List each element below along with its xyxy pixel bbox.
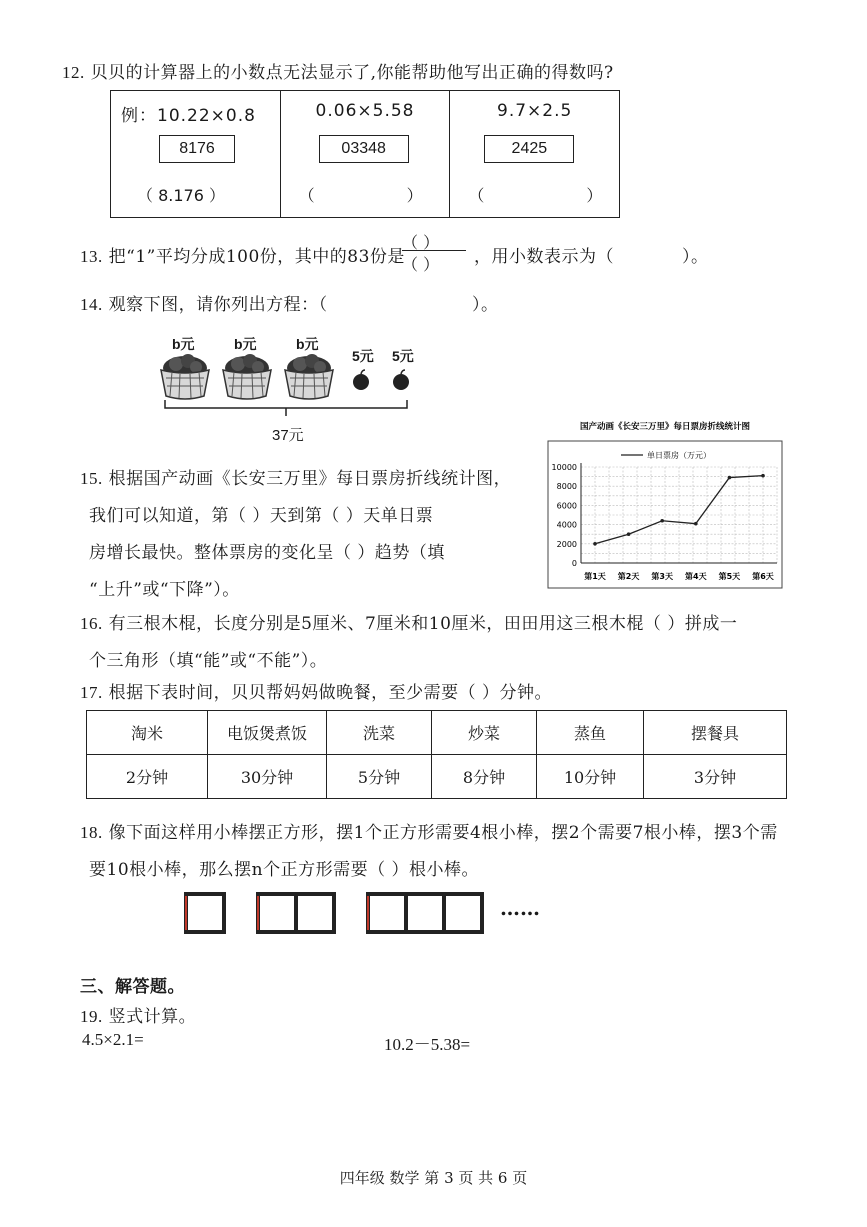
q19-expression-1: 4.5×2.1=: [82, 1030, 144, 1049]
apple-icon: [393, 370, 409, 390]
q19-expression-2: 10.2－5.38=: [384, 1035, 471, 1054]
q17-number: 17.: [80, 683, 103, 702]
stick-square: [296, 894, 334, 932]
apple-price-label: 5元: [352, 348, 374, 364]
calculator-table: [110, 90, 620, 218]
stick-squares-figure: [182, 890, 522, 936]
fraction-bar: [402, 250, 466, 251]
y-tick-label: 8000: [556, 482, 577, 492]
q13-line-3: [682, 242, 709, 267]
table-header-cell: 淘米: [87, 711, 208, 755]
table-cell: 8分钟: [432, 755, 537, 799]
table-header-cell: 洗菜: [327, 711, 432, 755]
cooking-time-table: [86, 710, 787, 799]
x-tick-label: 第1天: [584, 572, 606, 581]
calc-answer: （ 8.176 ）: [137, 186, 225, 205]
q15-line-1: [80, 460, 511, 498]
y-tick-label: 0: [571, 559, 577, 568]
basket-price-label: b元: [172, 336, 195, 352]
fraction-denominator: （ ）: [402, 255, 440, 274]
q16-block: [80, 605, 737, 680]
calc-cell-example: [111, 91, 281, 217]
table-cell: 5分钟: [327, 755, 432, 799]
apple-price-label: 5元: [392, 348, 414, 364]
section-title: 三、解答题。: [80, 977, 185, 997]
q18-number: 18.: [80, 823, 103, 842]
calc-cell-3: [450, 91, 619, 217]
data-point: [728, 476, 732, 480]
page-footer: 四年级 数学 第 3 页 共 6 页: [339, 1169, 528, 1187]
ellipsis: ……: [500, 896, 540, 920]
table-row: [87, 755, 787, 799]
answer-blank-right: ）: [586, 186, 603, 205]
q13-line-2: [474, 242, 614, 267]
q12-number: 12.: [62, 63, 85, 82]
fraction-numerator: （ ）: [402, 233, 440, 252]
basket-icon: [223, 354, 271, 399]
table-cell: 30分钟: [208, 755, 327, 799]
q13-number: 13.: [80, 247, 103, 266]
q13-text-3: ）。: [682, 247, 709, 267]
q12-line: [62, 58, 614, 83]
table-cell: 3分钟: [644, 755, 787, 799]
q12-text: 贝贝的计算器上的小数点无法显示了,你能帮助他写出正确的得数吗?: [90, 63, 614, 83]
data-point: [660, 519, 664, 523]
q16-line-2: 个三角形（填“能”或“不能”）。: [89, 651, 328, 671]
calc-cell-2: [281, 91, 451, 217]
calc-expression: 0.06×5.58: [315, 101, 415, 121]
q18-line-1: 像下面这样用小棒摆正方形，摆1个正方形需要4根小棒，摆2个需要7根小棒，摆3个需: [108, 823, 778, 843]
q15-line-3: 房增长最快。整体票房的变化呈（ ）趋势（填: [89, 543, 445, 563]
y-tick-label: 4000: [556, 520, 577, 530]
x-tick-label: 第4天: [685, 572, 707, 581]
table-header-cell: 摆餐具: [644, 711, 787, 755]
answer-blank-left: （: [298, 186, 315, 205]
calc-display: 8176: [159, 135, 235, 163]
apple-icon: [353, 370, 369, 390]
q14-line: [80, 290, 328, 315]
q15-line-4: “上升”或“下降”）。: [89, 580, 240, 600]
box-office-line-chart: [545, 415, 785, 590]
q15-block: [80, 460, 511, 609]
x-tick-label: 第6天: [752, 572, 774, 581]
data-point: [627, 532, 631, 536]
calc-display: 03348: [319, 135, 409, 163]
data-point: [593, 542, 597, 546]
q16-number: 16.: [80, 614, 103, 633]
q19-line: [80, 1002, 196, 1027]
x-tick-label: 第5天: [718, 572, 741, 581]
x-tick-label: 第3天: [651, 572, 673, 581]
q15-line-2: 我们可以知道，第（ ）天到第（ ）天单日票: [89, 506, 434, 526]
total-price-label: 37元: [272, 427, 304, 444]
q14-number: 14.: [80, 295, 103, 314]
table-row: [87, 711, 787, 755]
q18-block: [80, 814, 778, 889]
stick-square: [444, 894, 482, 932]
q14-line-end: [472, 290, 499, 315]
legend-label: 单日票房（万元）: [647, 451, 711, 460]
q16-line-1: 有三根木棍，长度分别是5厘米、7厘米和10厘米，田田用这三根木棍（ ）拼成一: [108, 614, 738, 634]
table-header-cell: 蒸鱼: [537, 711, 644, 755]
basket-icon: [285, 354, 333, 399]
table-cell: 10分钟: [537, 755, 644, 799]
q14-text-end: ）。: [472, 295, 499, 315]
calc-expression: 9.7×2.5: [497, 101, 573, 121]
q13-line: [80, 242, 405, 267]
stick-square: [258, 894, 296, 932]
q19-text: 竖式计算。: [108, 1007, 197, 1027]
chart-title: 国产动画《长安三万里》每日票房折线统计图: [579, 422, 751, 432]
chart-svg: [545, 415, 785, 590]
q15-number: 15.: [80, 469, 103, 488]
y-tick-label: 10000: [551, 463, 577, 472]
q18-line-2: 要10根小棒，那么摆n个正方形需要（ ）根小棒。: [89, 860, 479, 880]
fraction-blank: [402, 232, 466, 272]
data-point: [761, 474, 765, 478]
stick-square: [368, 894, 406, 932]
q17-text: 根据下表时间，贝贝帮妈妈做晚餐，至少需要（ ）分钟。: [108, 683, 553, 703]
q17-line: [80, 678, 552, 703]
data-point: [694, 522, 698, 526]
table-cell: 2分钟: [87, 755, 208, 799]
y-tick-label: 2000: [556, 539, 577, 549]
basket-icon: [161, 354, 209, 399]
calc-display: 2425: [484, 135, 574, 163]
q13-text-2: ，用小数表示为（: [474, 247, 614, 267]
table-header-cell: 炒菜: [432, 711, 537, 755]
q13-text-1: 把“1”平均分成100份，其中的83份是: [108, 247, 405, 267]
q19-number: 19.: [80, 1007, 103, 1026]
table-header-cell: 电饭煲煮饭: [208, 711, 327, 755]
q14-text: 观察下图，请你列出方程：（: [108, 295, 328, 315]
answer-blank-left: （: [468, 186, 485, 205]
stick-square: [186, 894, 224, 932]
basket-price-label: b元: [296, 336, 319, 352]
answer-blank-right: ）: [406, 186, 423, 205]
x-tick-label: 第2天: [617, 572, 640, 581]
q15-text: 根据国产动画《长安三万里》每日票房折线统计图，: [108, 469, 512, 489]
stick-square: [406, 894, 444, 932]
calc-expression: 例：10.22×0.8: [121, 106, 256, 126]
y-tick-label: 6000: [556, 501, 577, 511]
basket-price-label: b元: [234, 336, 257, 352]
brace-line: [165, 400, 407, 416]
